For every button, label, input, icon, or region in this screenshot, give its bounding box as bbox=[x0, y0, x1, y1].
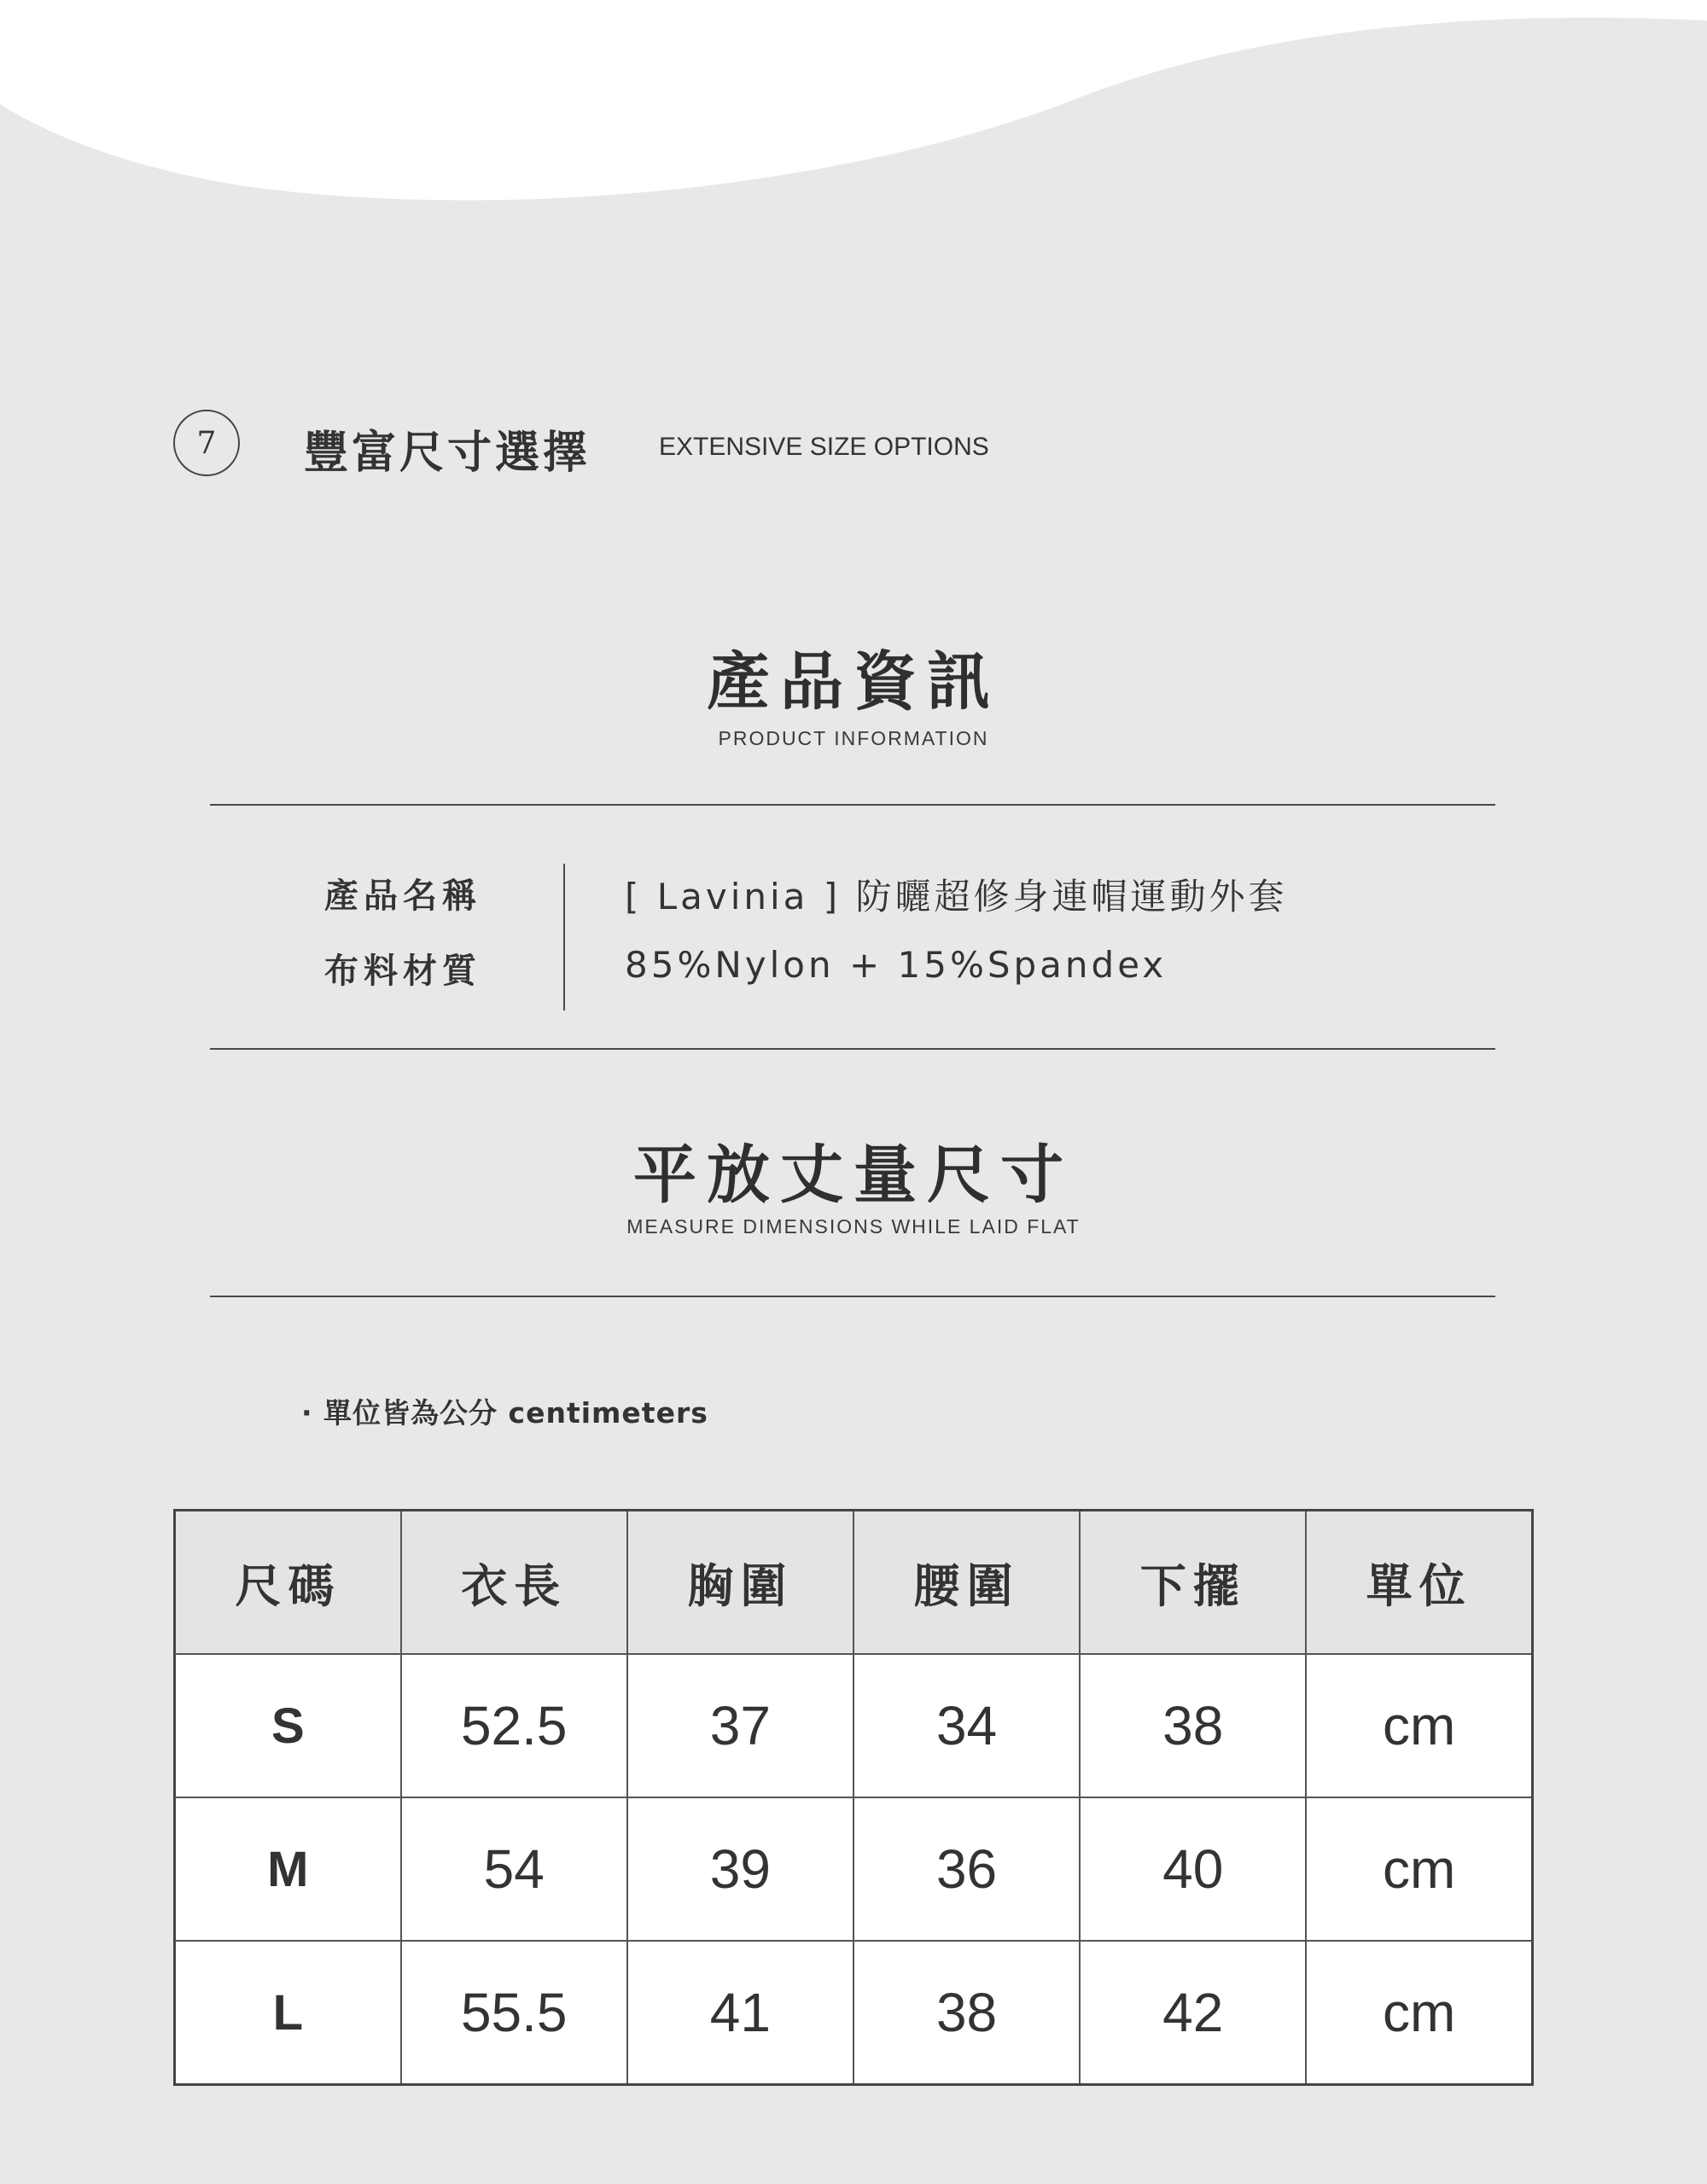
fabric-value: 85%Nylon + 15%Spandex bbox=[625, 944, 1168, 986]
table-row bbox=[175, 1654, 1533, 1797]
waist-cell: 36 bbox=[854, 1797, 1080, 1941]
unit-cell: cm bbox=[1306, 1797, 1532, 1941]
table-row bbox=[175, 1797, 1533, 1941]
size-table bbox=[173, 1509, 1534, 2086]
size-cell: S bbox=[175, 1654, 401, 1797]
size-cell: L bbox=[175, 1941, 401, 2085]
table-header-row bbox=[175, 1511, 1533, 1655]
table-row bbox=[175, 1941, 1533, 2085]
unit-note: · 單位皆為公分 centimeters bbox=[301, 1396, 708, 1430]
waist-cell: 38 bbox=[854, 1941, 1080, 2085]
fabric-label: 布料材質 bbox=[324, 952, 481, 991]
measure-title: 平放丈量尺寸 bbox=[633, 1139, 1074, 1212]
length-cell: 52.5 bbox=[401, 1654, 627, 1797]
header-unit: 單位 bbox=[1306, 1511, 1532, 1655]
chest-cell: 37 bbox=[627, 1654, 854, 1797]
product-info-title: 產品資訊 bbox=[707, 645, 1000, 719]
divider-line bbox=[210, 804, 1495, 806]
length-cell: 54 bbox=[401, 1797, 627, 1941]
length-cell: 55.5 bbox=[401, 1941, 627, 2085]
header-size: 尺碼 bbox=[175, 1511, 401, 1655]
chest-cell: 39 bbox=[627, 1797, 854, 1941]
info-vertical-divider bbox=[563, 864, 565, 1010]
size-cell: M bbox=[175, 1797, 401, 1941]
measure-subtitle: MEASURE DIMENSIONS WHILE LAID FLAT bbox=[626, 1215, 1081, 1238]
divider-line bbox=[210, 1296, 1495, 1297]
hem-cell: 42 bbox=[1080, 1941, 1306, 2085]
product-info-subtitle: PRODUCT INFORMATION bbox=[718, 727, 989, 749]
waist-cell: 34 bbox=[854, 1654, 1080, 1797]
product-name-label: 產品名稱 bbox=[324, 877, 481, 916]
product-info-subtitle-wrap bbox=[0, 727, 1707, 750]
measure-heading bbox=[0, 1125, 1707, 1215]
section-number: 7 bbox=[196, 425, 217, 461]
header-hem: 下擺 bbox=[1080, 1511, 1306, 1655]
header-waist: 腰圍 bbox=[854, 1511, 1080, 1655]
header-length: 衣長 bbox=[401, 1511, 627, 1655]
hem-cell: 40 bbox=[1080, 1797, 1306, 1941]
unit-cell: cm bbox=[1306, 1654, 1532, 1797]
top-wave-decoration bbox=[0, 0, 1707, 222]
section-subtitle: EXTENSIVE SIZE OPTIONS bbox=[659, 433, 989, 461]
chest-cell: 41 bbox=[627, 1941, 854, 2085]
product-name-value: [ Lavinia ] 防曬超修身連帽運動外套 bbox=[625, 876, 1288, 917]
section-number-badge bbox=[173, 410, 240, 476]
product-info-heading bbox=[0, 632, 1707, 722]
measure-subtitle-wrap bbox=[0, 1215, 1707, 1238]
unit-cell: cm bbox=[1306, 1941, 1532, 2085]
divider-line bbox=[210, 1048, 1495, 1050]
header-chest: 胸圍 bbox=[627, 1511, 854, 1655]
hem-cell: 38 bbox=[1080, 1654, 1306, 1797]
section-title: 豐富尺寸選擇 bbox=[304, 428, 591, 479]
